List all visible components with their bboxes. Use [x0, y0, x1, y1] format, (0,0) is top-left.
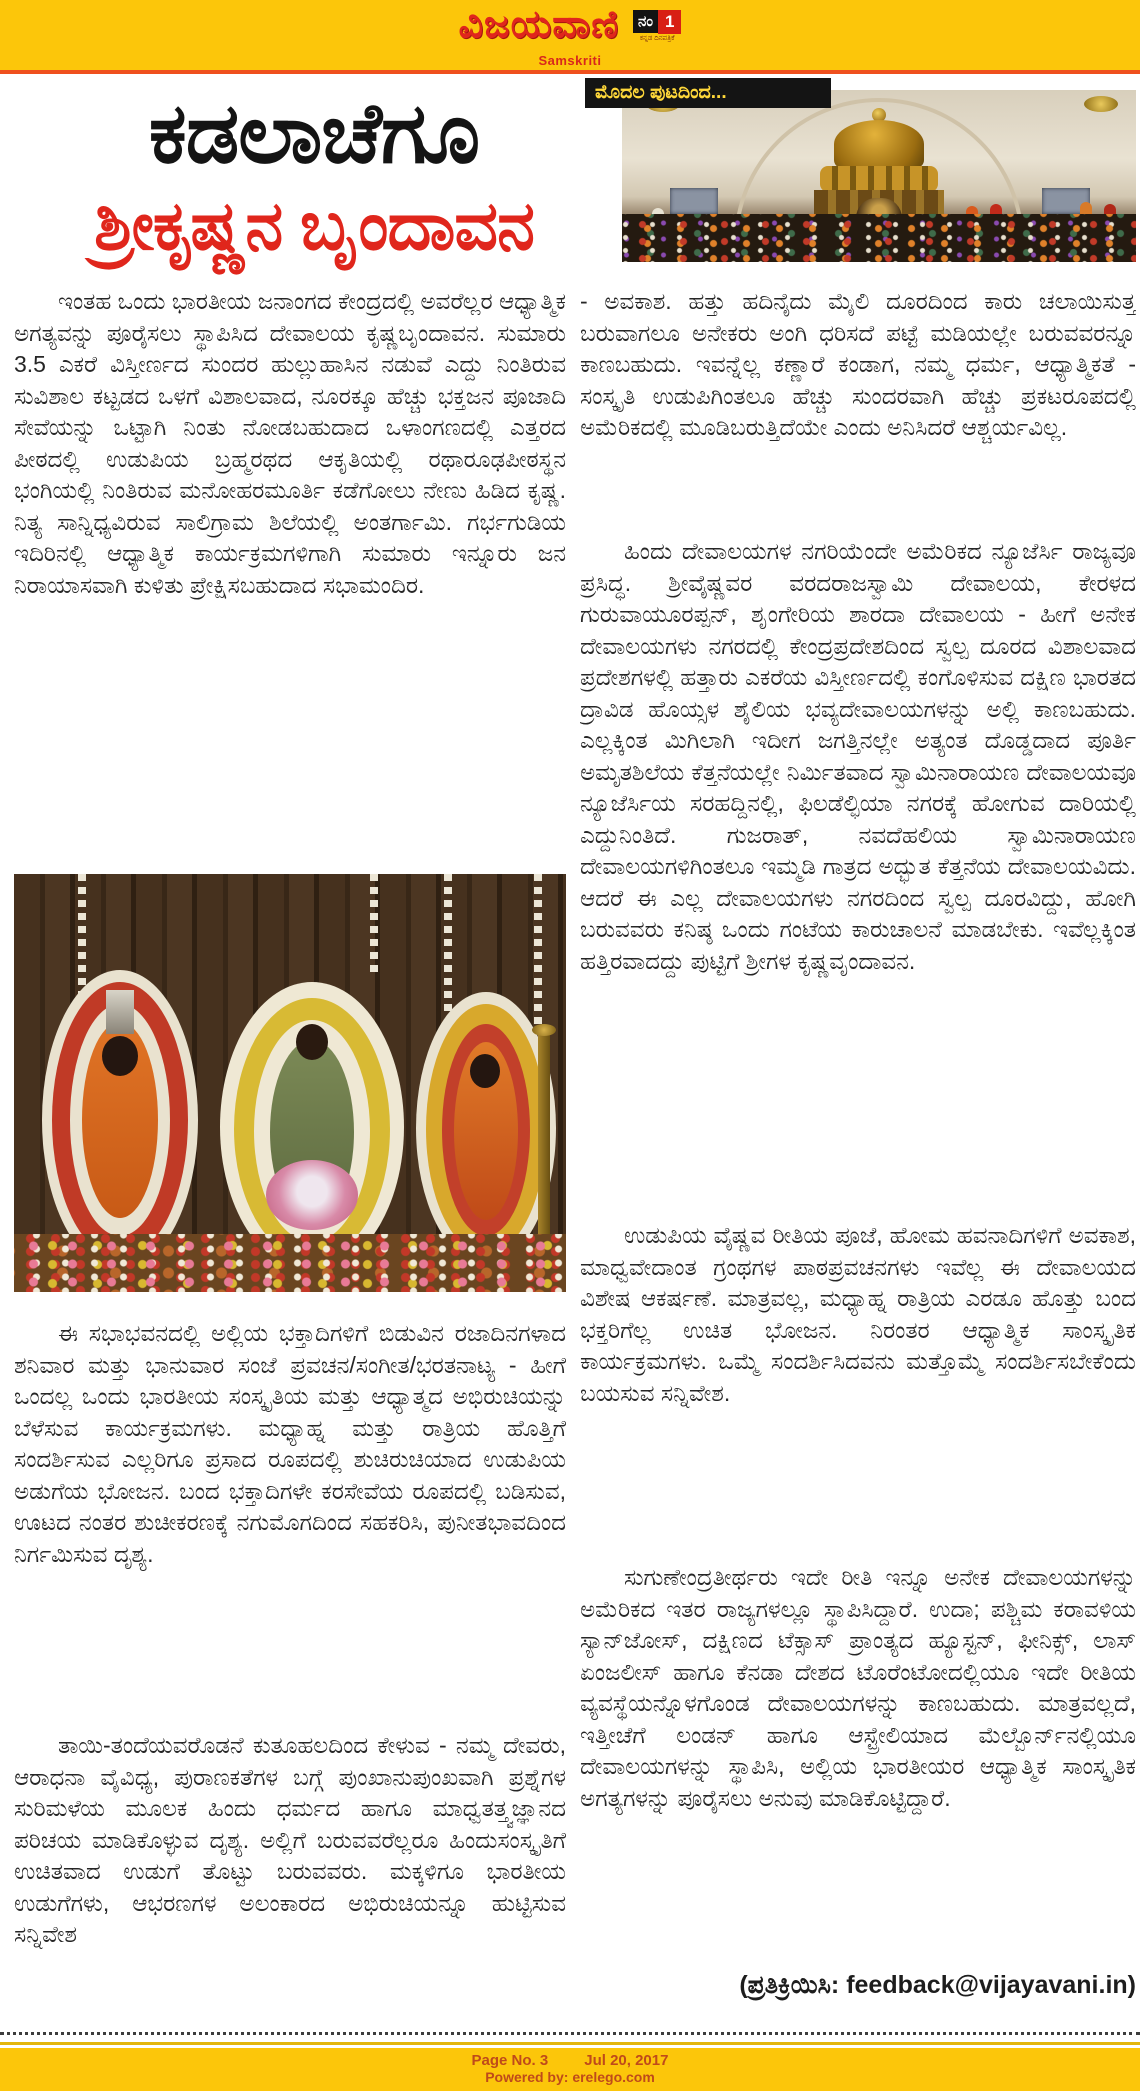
headline-line1: ಕಡಲಾಚೆಗೂ	[148, 86, 480, 180]
headline-line2: ಶ್ರೀಕೃಷ್ಣನ ಬೃಂದಾವನ	[94, 188, 534, 264]
masthead	[0, 0, 1140, 74]
article-paragraph: ತಾಯಿ-ತಂದೆಯವರೊಡನೆ ಕುತೂಹಲದಿಂದ ಕೇಳುವ - ನಮ್ಮ ದೇವರು, ಆರಾಧನಾ ವೈವಿಧ್ಯ, ಪುರಾಣಕತೆಗಳ ಬಗ್ಗೆ ಪುಂಖಾನುಪುಂಖವಾಗಿ ಪ್ರಶ್ನೆಗಳ ಸುರಿಮಳೆಯ ಮೂಲಕ ಹಿಂದು ಧರ್ಮದ ಹಾಗೂ ಮಾಧ್ವತತ್ತ್ವಜ್ಞಾನದ ಪರಿಚಯ ಮಾಡಿಕೊಳ್ಳುವ ದೃಶ್ಯ. ಅಲ್ಲಿಗೆ ಬರುವವರೆಲ್ಲರೂ ಹಿಂದುಸಂಸ್ಕೃತಿಗೆ ಉಚಿತವಾದ ಉಡುಗೆ ತೊಟ್ಟು ಬರುವವರು. ಮಕ್ಕಳಿಗೂ ಭಾರತೀಯ ಉಡುಗೆಗಳು, ಆಭರಣಗಳ ಅಲಂಕಾರದ ಅಭಿರುಚಿಯನ್ನೂ ಹುಟ್ಟಿಸುವ ಸನ್ನಿವೇಶ	[14, 1732, 566, 1947]
golden-shrine-dome	[834, 120, 924, 168]
footer-band	[0, 2048, 1140, 2091]
no1-badge	[633, 10, 681, 42]
no1-badge-label: ನಂ	[633, 10, 658, 33]
no1-badge-number: 1	[658, 10, 681, 34]
article-paragraph: ಈ ಸಭಾಭವನದಲ್ಲಿ ಅಲ್ಲಿಯ ಭಕ್ತಾದಿಗಳಿಗೆ ಬಿಡುವಿನ ರಜಾದಿನಗಳಾದ ಶನಿವಾರ ಮತ್ತು ಭಾನುವಾರ ಸಂಜೆ ಪ್ರವಚನ/ಸಂಗೀತ/ಭರತನಾಟ್ಯ - ಹೀಗೆ ಒಂದಲ್ಲ ಒಂದು ಭಾರತೀಯ ಸಂಸ್ಕೃತಿಯ ಮತ್ತು ಆಧ್ಯಾತ್ಮದ ಅಭಿರುಚಿಯನ್ನು ಬೆಳೆಸುವ ಕಾರ್ಯಕ್ರಮಗಳು. ಮಧ್ಯಾಹ್ನ ಮತ್ತು ರಾತ್ರಿಯ ಹೊತ್ತಿಗೆ ಸಂದರ್ಶಿಸುವ ಎಲ್ಲರಿಗೂ ಪ್ರಸಾದ ರೂಪದಲ್ಲಿ ಶುಚಿರುಚಿಯಾದ ಉಡುಪಿಯ ಅಡುಗೆಯ ಭೋಜನ. ಬಂದ ಭಕ್ತಾದಿಗಳೇ ಕರಸೇವೆಯ ರೂಪದಲ್ಲಿ ಬಡಿಸುವ, ಊಟದ ನಂತರ ಶುಚೀಕರಣಕ್ಕೆ ನಗುಮೊಗದಿಂದ ಸಹಕರಿಸಿ, ಪುನೀತಭಾವದಿಂದ ನಿರ್ಗಮಿಸುವ ದೃಶ್ಯ.	[14, 1320, 566, 1567]
footer-rule	[0, 2042, 1140, 2045]
ceiling-light	[1084, 96, 1118, 112]
headline	[8, 82, 620, 268]
footer-powered-by: Powered by: erelego.com	[485, 2069, 655, 2085]
article-paragraph: ಇಂತಹ ಒಂದು ಭಾರತೀಯ ಜನಾಂಗದ ಕೇಂದ್ರದಲ್ಲಿ ಅವರೆಲ್ಲರ ಆಧ್ಯಾತ್ಮಿಕ ಅಗತ್ಯವನ್ನು ಪೂರೈಸಲು ಸ್ಥಾಪಿಸಿದ ದೇವಾಲಯ ಕೃಷ್ಣಬೃಂದಾವನ. ಸುಮಾರು 3.5 ಎಕರೆ ವಿಸ್ತೀರ್ಣದ ಸುಂದರ ಹುಲ್ಲುಹಾಸಿನ ನಡುವೆ ಎದ್ದು ನಿಂತಿರುವ ಸುವಿಶಾಲ ಕಟ್ಟಡದ ಒಳಗೆ ವಿಶಾಲವಾದ, ನೂರಕ್ಕೂ ಹೆಚ್ಚು ಭಕ್ತಜನ ಪೂಜಾದಿ ಸೇವೆಯನ್ನು ಒಟ್ಟಾಗಿ ನಿಂತು ನೋಡಬಹುದಾದ ಒಳಾಂಗಣದಲ್ಲಿ ಎತ್ತರದ ಪೀಠದಲ್ಲಿ ಉಡುಪಿಯ ಬ್ರಹ್ಮರಥದ ಆಕೃತಿಯಲ್ಲಿ ರಥಾರೂಢಪೀಠಸ್ಥನ ಭಂಗಿಯಲ್ಲಿ ನಿಂತಿರುವ ಮನೋಹರಮೂರ್ತಿ ಕಡೆಗೋಲು ನೇಣು ಹಿಡಿದ ಕೃಷ್ಣ. ನಿತ್ಯ ಸಾನ್ನಿಧ್ಯವಿರುವ ಸಾಲಿಗ್ರಾಮ ಶಿಲೆಯಲ್ಲಿ ಅಂತರ್ಗಾಮಿ. ಗರ್ಭಗುಡಿಯ ಇದಿರಿನಲ್ಲಿ ಆಧ್ಯಾತ್ಮಿಕ ಕಾರ್ಯಕ್ರಮಗಳಿಗಾಗಿ ಸುಮಾರು ಇನ್ನೂರು ಜನ ನಿರಾಯಾಸವಾಗಿ ಕುಳಿತು ಪ್ರೇಕ್ಷಿಸಬಹುದಾದ ಸಭಾಮಂದಿರ.	[14, 288, 566, 598]
article-body	[14, 286, 1136, 2018]
flower-altar	[14, 1234, 566, 1292]
dotted-separator	[0, 2032, 1140, 2035]
article-paragraph: - ಅವಕಾಶ. ಹತ್ತು ಹದಿನೈದು ಮೈಲಿ ದೂರದಿಂದ ಕಾರು ಚಲಾಯಿಸುತ್ತ ಬರುವಾಗಲೂ ಅನೇಕರು ಅಂಗಿ ಧರಿಸದೆ ಪಟ್ಟೆ ಮಡಿಯಲ್ಲೇ ಬರುವವರನ್ನೂ ಕಾಣಬಹುದು. ಇವನ್ನೆಲ್ಲ ಕಣ್ಣಾರೆ ಕಂಡಾಗ, ನಮ್ಮ ಧರ್ಮ, ಆಧ್ಯಾತ್ಮಿಕತೆ - ಸಂಸ್ಕೃತಿ ಉಡುಪಿಗಿಂತಲೂ ಹೆಚ್ಚು ಸುಂದರವಾಗಿ ಹೆಚ್ಚು ಪ್ರಕಟರೂಪದಲ್ಲಿ ಅಮೆರಿಕದಲ್ಲಿ ಮೂಡಿಬರುತ್ತಿದೆಯೇ ಎಂದು ಅನಿಸಿದರೆ ಆಶ್ಚರ್ಯವಿಲ್ಲ.	[580, 288, 1136, 440]
footer-page-date	[0, 2048, 1140, 2069]
temple-hall-photo	[622, 90, 1136, 262]
continued-from-tag: ಮೊದಲ ಪುಟದಿಂದ...	[585, 78, 831, 108]
footer-date: Jul 20, 2017	[584, 2052, 669, 2069]
section-name: Samskriti	[538, 53, 602, 68]
article-column-2	[580, 286, 1136, 2018]
article-paragraph: ಸುಗುಣೇಂದ್ರತೀರ್ಥರು ಇದೇ ರೀತಿ ಇನ್ನೂ ಅನೇಕ ದೇವಾಲಯಗಳನ್ನು ಅಮೆರಿಕದ ಇತರ ರಾಜ್ಯಗಳಲ್ಲೂ ಸ್ಥಾಪಿಸಿದ್ದಾರೆ. ಉದಾ; ಪಶ್ಚಿಮ ಕರಾವಳಿಯ ಸ್ಯಾನ್‌ಜೋಸ್, ದಕ್ಷಿಣದ ಟೆಕ್ಸಾಸ್ ಪ್ರಾಂತ್ಯದ ಹ್ಯೂಸ್ಟನ್, ಫೀನಿಕ್ಸ್, ಲಾಸ್ ಏಂಜಲೀಸ್ ಹಾಗೂ ಕೆನಡಾ ದೇಶದ ಟೊರೆಂಟೋದಲ್ಲಿಯೂ ಇದೇ ರೀತಿಯ ವ್ಯವಸ್ಥೆಯನ್ನೊಳಗೊಂಡ ದೇವಾಲಯಗಳನ್ನು ಕಾಣಬಹುದು. ಮಾತ್ರವಲ್ಲದೆ, ಇತ್ತೀಚೆಗೆ ಲಂಡನ್ ಹಾಗೂ ಆಸ್ಟ್ರೇಲಿಯಾದ ಮೆಲ್ಬೊರ್ನ್‌ನಲ್ಲಿಯೂ ದೇವಾಲಯಗಳನ್ನು ಸ್ಥಾಪಿಸಿ, ಅಲ್ಲಿಯ ಭಾರತೀಯರ ಆಧ್ಯಾತ್ಮಿಕ ಸಾಂಸ್ಕೃತಿಕ ಅಗತ್ಯಗಳನ್ನು ಪೂರೈಸಲು ಅನುವು ಮಾಡಿಕೊಟ್ಟಿದ್ದಾರೆ.	[580, 1564, 1136, 1811]
garlanded-deities-photo	[14, 874, 566, 1292]
article-paragraph: ಹಿಂದು ದೇವಾಲಯಗಳ ನಗರಿಯೆಂದೇ ಅಮೆರಿಕದ ನ್ಯೂಜೆರ್ಸಿ ರಾಜ್ಯವೂ ಪ್ರಸಿದ್ಧ. ಶ್ರೀವೈಷ್ಣವರ ವರದರಾಜಸ್ವಾಮಿ ದೇವಾಲಯ, ಕೇರಳದ ಗುರುವಾಯೂರಪ್ಪನ್, ಶೃಂಗೇರಿಯ ಶಾರದಾ ದೇವಾಲಯ - ಹೀಗೆ ಅನೇಕ ದೇವಾಲಯಗಳು ನಗರದಲ್ಲಿ ಕೇಂದ್ರಪ್ರದೇಶದಿಂದ ಸ್ವಲ್ಪ ದೂರದ ವಿಶಾಲವಾದ ಪ್ರದೇಶಗಳಲ್ಲಿ ಹತ್ತಾರು ಎಕರೆಯ ವಿಸ್ತೀರ್ಣದಲ್ಲಿ ಕಂಗೊಳಿಸುವ ದಕ್ಷಿಣ ಭಾರತದ ದ್ರಾವಿಡ ಹೊಯ್ಸಳ ಶೈಲಿಯ ಭವ್ಯದೇವಾಲಯಗಳನ್ನು ಅಲ್ಲಿ ಕಾಣಬಹುದು. ಎಲ್ಲಕ್ಕಿಂತ ಮಿಗಿಲಾಗಿ ಇದೀಗ ಜಗತ್ತಿನಲ್ಲೇ ಅತ್ಯಂತ ದೊಡ್ಡದಾದ ಪೂರ್ತಿ ಅಮೃತಶಿಲೆಯ ಕೆತ್ತನೆಯಲ್ಲೇ ನಿರ್ಮಿತವಾದ ಸ್ವಾಮಿನಾರಾಯಣ ದೇವಾಲಯವೂ ನ್ಯೂಜೆರ್ಸಿಯ ಸರಹದ್ದಿನಲ್ಲಿ, ಫಿಲಡೆಲ್ಫಿಯಾ ನಗರಕ್ಕೆ ಹೋಗುವ ದಾರಿಯಲ್ಲಿ ಎದ್ದುನಿಂತಿದೆ. ಗುಜರಾತ್, ನವದೆಹಲಿಯ ಸ್ವಾಮಿನಾರಾಯಣ ದೇವಾಲಯಗಳಿಗಿಂತಲೂ ಇಮ್ಮಡಿ ಗಾತ್ರದ ಅದ್ಭುತ ಕೆತ್ತನೆಯ ದೇವಾಲಯವಿದು. ಆದರೆ ಈ ಎಲ್ಲ ದೇವಾಲಯಗಳು ನಗರದಿಂದ ಸ್ವಲ್ಪ ದೂರವಿದ್ದು, ಹೋಗಿ ಬರುವವರು ಕನಿಷ್ಠ ಒಂದು ಗಂಟೆಯ ಕಾರುಚಾಲನೆ ಮಾಡಬೇಕು. ಇವೆಲ್ಲಕ್ಕಿಂತ ಹತ್ತಿರವಾದದ್ದು ಪುಟ್ಟಿಗೆ ಶ್ರೀಗಳ ಕೃಷ್ಣವೃಂದಾವನ.	[580, 538, 1136, 974]
feedback-email-line: (ಪ್ರತಿಕ್ರಿಯಿಸಿ: feedback@vijayavani.in)	[739, 1971, 1136, 1999]
page-number: Page No. 3	[471, 2052, 549, 2069]
vijayavani-logo: ವಿಜಯವಾಣಿ	[458, 4, 619, 46]
masthead-logo-row	[0, 4, 1140, 47]
no1-badge-caption: ಕನ್ನಡ ದಿನಪತ್ರಿಕೆ	[639, 34, 675, 42]
article-column-1	[14, 286, 566, 2018]
devotee-crowd	[622, 214, 1136, 262]
article-paragraph: ಉಡುಪಿಯ ವೈಷ್ಣವ ರೀತಿಯ ಪೂಜೆ, ಹೋಮ ಹವನಾದಿಗಳಿಗೆ ಅವಕಾಶ, ಮಾಧ್ವವೇದಾಂತ ಗ್ರಂಥಗಳ ಪಾಠಪ್ರವಚನಗಳು ಇವೆಲ್ಲ ಈ ದೇವಾಲಯದ ವಿಶೇಷ ಆಕರ್ಷಣೆ. ಮಾತ್ರವಲ್ಲ, ಮಧ್ಯಾಹ್ನ ರಾತ್ರಿಯ ಎರಡೂ ಹೊತ್ತು ಬಂದ ಭಕ್ತರಿಗೆಲ್ಲ ಉಚಿತ ಭೋಜನ. ನಿರಂತರ ಆಧ್ಯಾತ್ಮಿಕ ಸಾಂಸ್ಕೃತಿಕ ಕಾರ್ಯಕ್ರಮಗಳು. ಒಮ್ಮೆ ಸಂದರ್ಶಿಸಿದವನು ಮತ್ತೊಮ್ಮೆ ಸಂದರ್ಶಿಸಬೇಕೆಂದು ಬಯಸುವ ಸನ್ನಿವೇಶ.	[580, 1222, 1136, 1406]
brass-lamp	[538, 1034, 550, 1234]
